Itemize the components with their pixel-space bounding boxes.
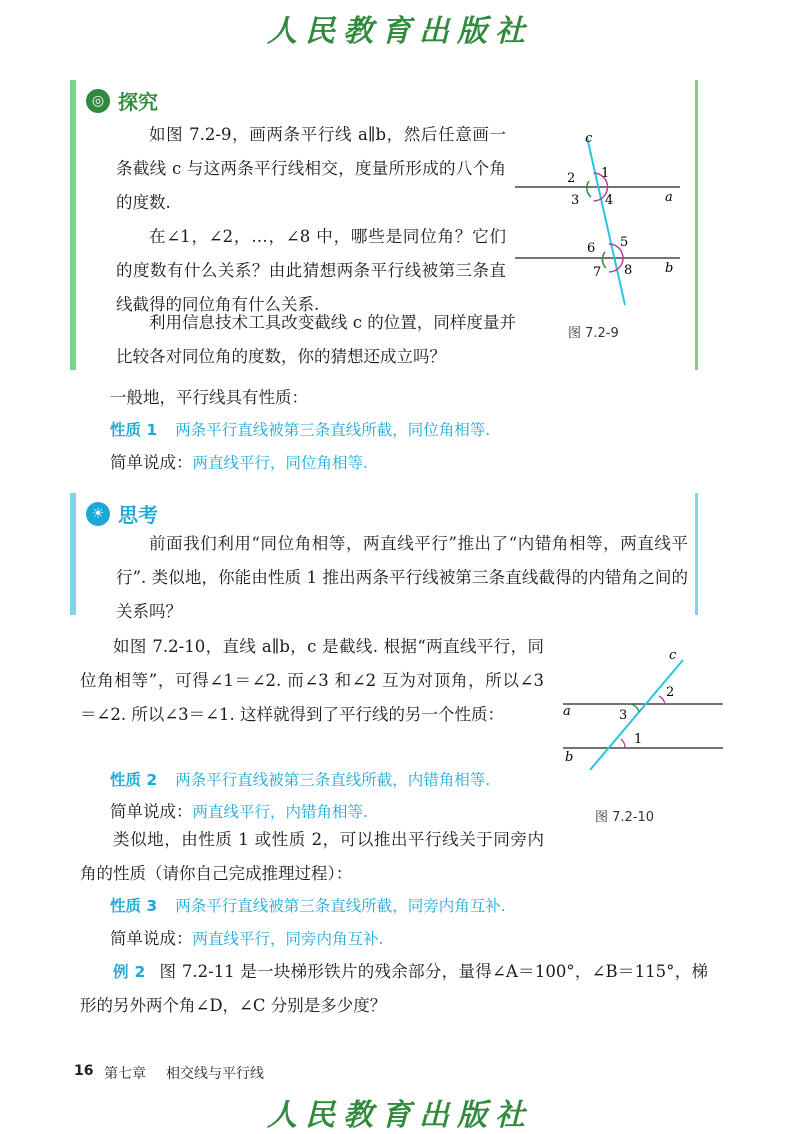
- explore-box-right-bar: [695, 80, 698, 370]
- body-paragraph-2: 如图 7.2-10，直线 a∥b，c 是截线. 根据“两直线平行，同位角相等”，可得∠1＝∠2. 而∠3 和∠2 互为对顶角，所以∠3＝∠2. 所以∠3＝∠1. 这样就得到了平行线的另一个性质：: [80, 637, 544, 724]
- angle-label-5: 5: [620, 235, 629, 250]
- chapter-label: 第七章: [104, 1066, 146, 1082]
- label-b: b: [665, 261, 674, 276]
- property-3-label: 性质 3: [110, 897, 158, 915]
- simple-2-text: 两直线平行，内错角相等.: [192, 803, 368, 821]
- property-1-label: 性质 1: [110, 421, 158, 439]
- simple-statement-1: [110, 448, 368, 478]
- publisher-watermark-bottom: 人民教育出版社: [267, 1098, 533, 1133]
- angle-label-6: 6: [587, 241, 596, 256]
- angle-arc-2: [659, 696, 665, 704]
- think-box-right-bar: [695, 493, 698, 615]
- lightbulb-icon: ☀: [86, 502, 110, 526]
- property-2: [110, 765, 490, 795]
- figure-7-2-9: [505, 125, 685, 310]
- page-number: 16: [74, 1063, 94, 1079]
- explore-paragraph-3: 利用信息技术工具改变截线 c 的位置，同样度量并比较各对同位角的度数，你的猜想还成立吗？: [116, 313, 516, 366]
- label-a-fig2: a: [563, 704, 571, 719]
- think-box: [70, 493, 698, 621]
- figure-7-2-10: [555, 645, 725, 770]
- example-2-label: 例 2: [113, 963, 146, 981]
- transversal-c-fig2: [590, 660, 683, 770]
- explore-title: 探究: [118, 90, 158, 114]
- think-header: [86, 499, 158, 528]
- example-2: [80, 955, 708, 1023]
- property-2-label: 性质 2: [110, 771, 158, 789]
- figure-7-2-10-caption: 图 7.2-10: [595, 810, 655, 825]
- angle-label-2: 2: [567, 171, 576, 186]
- simple-3-prefix: 简单说成：: [110, 929, 193, 948]
- angle-arc-3: [631, 704, 639, 712]
- explore-paragraph-1: 如图 7.2-9，画两条平行线 a∥b，然后任意画一条截线 c 与这两条平行线相交，度量所形成的八个角的度数.: [116, 125, 506, 212]
- body-paragraph-3: 类似地，由性质 1 或性质 2，可以推出平行线关于同旁内角的性质（请你自己完成推理过程）：: [80, 830, 544, 883]
- angle-label-2-fig2: 2: [666, 685, 675, 700]
- publisher-watermark-top: 人民教育出版社: [267, 14, 533, 49]
- chapter-title: 相交线与平行线: [166, 1066, 264, 1082]
- think-paragraph: 前面我们利用“同位角相等，两直线平行”推出了“内错角相等，两直线平行”. 类似地，你能由性质 1 推出两条平行线被第三条直线截得的内错角之间的关系吗？: [116, 534, 688, 621]
- property-1: [110, 415, 490, 445]
- label-a: a: [665, 190, 673, 205]
- simple-1-text: 两直线平行，同位角相等.: [192, 454, 368, 472]
- angle-arc-bottom-green: [602, 252, 606, 268]
- figure-7-2-9-caption: 图 7.2-9: [568, 326, 619, 341]
- label-b-fig2: b: [565, 750, 574, 765]
- label-c: c: [585, 131, 593, 146]
- property-3: [110, 891, 506, 921]
- simple-1-prefix: 简单说成：: [110, 453, 193, 472]
- angle-label-8: 8: [624, 263, 633, 278]
- example-2-text: 图 7.2-11 是一块梯形铁片的残余部分，量得∠A＝100°，∠B＝115°，梯形的另外两个角∠D，∠C 分别是多少度？: [80, 962, 708, 1015]
- explore-icon: ◎: [86, 89, 110, 113]
- general-statement: 一般地，平行线具有性质：: [110, 388, 308, 407]
- think-title: 思考: [118, 503, 158, 527]
- angle-label-4: 4: [605, 193, 614, 208]
- explore-header: [86, 86, 158, 115]
- simple-2-prefix: 简单说成：: [110, 802, 193, 821]
- property-3-text: 两条平行直线被第三条直线所截，同旁内角互补.: [175, 897, 506, 915]
- explore-box-left-bar: [70, 80, 76, 370]
- explore-paragraph-2: 在∠1，∠2，…，∠8 中，哪些是同位角？它们的度数有什么关系？由此猜想两条平行线被第三条直线截得的同位角有什么关系.: [116, 227, 506, 314]
- angle-arc-1: [621, 739, 625, 748]
- think-box-left-bar: [70, 493, 76, 615]
- angle-label-3: 3: [571, 193, 580, 208]
- simple-3-text: 两直线平行，同旁内角互补.: [192, 930, 384, 948]
- angle-label-7: 7: [593, 265, 602, 280]
- simple-statement-3: [110, 924, 383, 954]
- property-1-text: 两条平行直线被第三条直线所截，同位角相等.: [175, 421, 491, 439]
- property-2-text: 两条平行直线被第三条直线所截，内错角相等.: [175, 771, 491, 789]
- angle-label-1: 1: [601, 166, 610, 181]
- angle-arc-top-green: [587, 181, 591, 197]
- label-c-fig2: c: [669, 648, 677, 663]
- angle-label-3-fig2: 3: [619, 708, 628, 723]
- angle-label-1-fig2: 1: [634, 732, 643, 747]
